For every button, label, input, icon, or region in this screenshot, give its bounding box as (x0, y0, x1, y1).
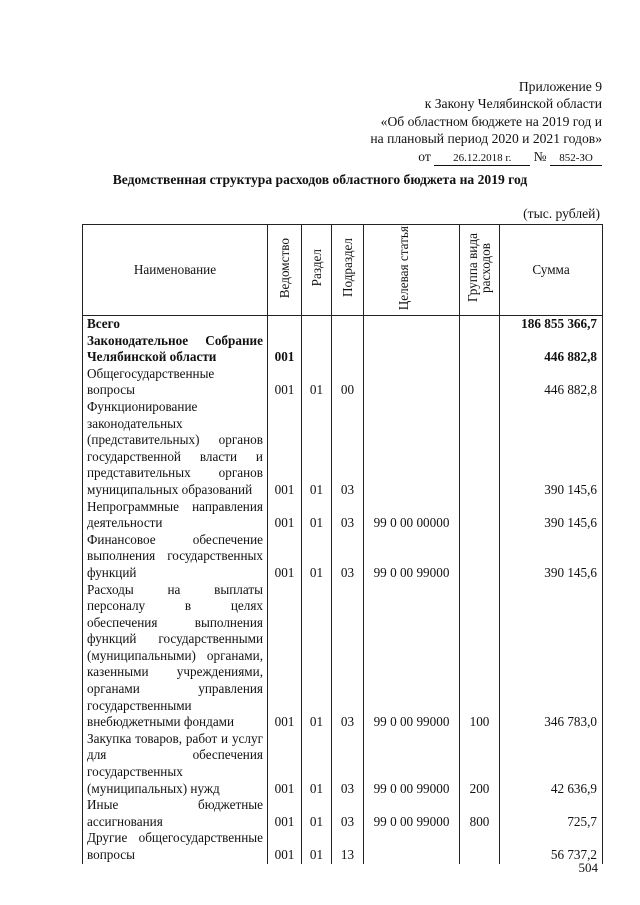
table-row (83, 532, 603, 582)
header-group: Группа вида расходов (460, 225, 500, 316)
header-name: Наименование (83, 225, 268, 316)
row-dept: 001 (268, 731, 302, 797)
number-label: № (533, 148, 547, 164)
law-number: 852-ЗО (550, 151, 602, 166)
row-subsection: 03 (332, 499, 364, 532)
row-dept: 001 (268, 582, 302, 731)
row-group (460, 399, 500, 499)
row-dept: 001 (268, 830, 302, 863)
header-dept: Ведомство (268, 225, 302, 316)
row-subsection: 03 (332, 797, 364, 830)
row-group (460, 366, 500, 399)
row-subsection: 03 (332, 399, 364, 499)
appendix-law-name-2: на плановый период 2020 и 2021 годов» (370, 131, 602, 147)
units-label: (тыс. рублей) (523, 206, 600, 221)
table-row (83, 366, 603, 399)
row-group: 800 (460, 797, 500, 830)
row-subsection: 03 (332, 532, 364, 582)
row-target (364, 316, 460, 333)
row-dept: 001 (268, 532, 302, 582)
table-row (83, 731, 603, 797)
page-number: 504 (578, 860, 598, 875)
row-sum: 186 855 366,7 (500, 316, 603, 333)
row-section (302, 316, 332, 333)
row-section: 01 (302, 797, 332, 830)
appendix-date-line (370, 148, 602, 166)
row-section: 01 (302, 830, 332, 863)
row-target: 99 0 00 00000 (364, 499, 460, 532)
row-subsection: 00 (332, 366, 364, 399)
row-dept: 001 (268, 333, 302, 366)
appendix-law-name-1: «Об областном бюджете на 2019 год и (380, 113, 602, 129)
row-dept (268, 316, 302, 333)
row-target: 99 0 00 99000 (364, 532, 460, 582)
row-subsection (332, 333, 364, 366)
row-name: Всего (83, 316, 268, 333)
row-target (364, 366, 460, 399)
row-name: Расходы на выплаты персоналу в целях обеспечения выполнения функций государственными (муниципальными) органами, казенными учреждениями, органами управления государственными внебюджетными фондами (83, 582, 268, 731)
row-section: 01 (302, 499, 332, 532)
row-name: Финансовое обеспечение выполнения государственных функций (83, 532, 268, 582)
law-date: 26.12.2018 г. (434, 151, 530, 166)
header-target: Целевая статья (364, 225, 460, 316)
row-name: Другие общегосударственные вопросы (83, 830, 268, 863)
row-dept: 001 (268, 499, 302, 532)
appendix-header (370, 78, 602, 166)
row-group: 100 (460, 582, 500, 731)
from-label: от (418, 148, 431, 164)
row-name: Законодательное Собрание Челябинской области (83, 333, 268, 366)
row-section: 01 (302, 582, 332, 731)
row-section: 01 (302, 366, 332, 399)
table-row (83, 333, 603, 366)
table-row (83, 582, 603, 731)
expenditure-table (82, 224, 603, 864)
row-group: 200 (460, 731, 500, 797)
table-row (83, 797, 603, 830)
row-sum: 725,7 (500, 797, 603, 830)
table-header-row (83, 225, 603, 316)
row-target: 99 0 00 99000 (364, 582, 460, 731)
row-subsection: 03 (332, 731, 364, 797)
row-sum: 56 737,2 (500, 830, 603, 863)
row-group (460, 532, 500, 582)
row-group (460, 316, 500, 333)
row-name: Иные бюджетные ассигнования (83, 797, 268, 830)
table-row (83, 499, 603, 532)
row-target: 99 0 00 99000 (364, 797, 460, 830)
row-name: Функционирование законодательных (представительных) органов государственной власти и представительных органов муниципальных образований (83, 399, 268, 499)
row-subsection: 13 (332, 830, 364, 863)
row-subsection (332, 316, 364, 333)
row-dept: 001 (268, 399, 302, 499)
row-name: Закупка товаров, работ и услуг для обеспечения государственных (муниципальных) нужд (83, 731, 268, 797)
header-subsection: Подраздел (332, 225, 364, 316)
row-name: Непрограммные направления деятельности (83, 499, 268, 532)
row-target: 99 0 00 99000 (364, 731, 460, 797)
row-sum: 390 145,6 (500, 499, 603, 532)
table-row (83, 830, 603, 863)
row-section: 01 (302, 731, 332, 797)
row-section (302, 333, 332, 366)
row-sum: 346 783,0 (500, 582, 603, 731)
row-dept: 001 (268, 797, 302, 830)
row-group (460, 333, 500, 366)
appendix-title: Приложение 9 (518, 79, 602, 94)
row-sum: 390 145,6 (500, 532, 603, 582)
row-section: 01 (302, 532, 332, 582)
row-group (460, 830, 500, 863)
header-sum: Сумма (500, 225, 603, 316)
row-section: 01 (302, 399, 332, 499)
row-subsection: 03 (332, 582, 364, 731)
table-row (83, 316, 603, 333)
row-sum: 42 636,9 (500, 731, 603, 797)
table-row (83, 399, 603, 499)
row-sum: 446 882,8 (500, 333, 603, 366)
row-sum: 446 882,8 (500, 366, 603, 399)
row-target (364, 399, 460, 499)
header-section: Раздел (302, 225, 332, 316)
row-sum: 390 145,6 (500, 399, 603, 499)
row-dept: 001 (268, 366, 302, 399)
row-target (364, 333, 460, 366)
document-title: Ведомственная структура расходов областного бюджета на 2019 год (112, 172, 528, 187)
row-name: Общегосударственные вопросы (83, 366, 268, 399)
row-group (460, 499, 500, 532)
row-target (364, 830, 460, 863)
appendix-law-ref: к Закону Челябинской области (424, 96, 602, 112)
